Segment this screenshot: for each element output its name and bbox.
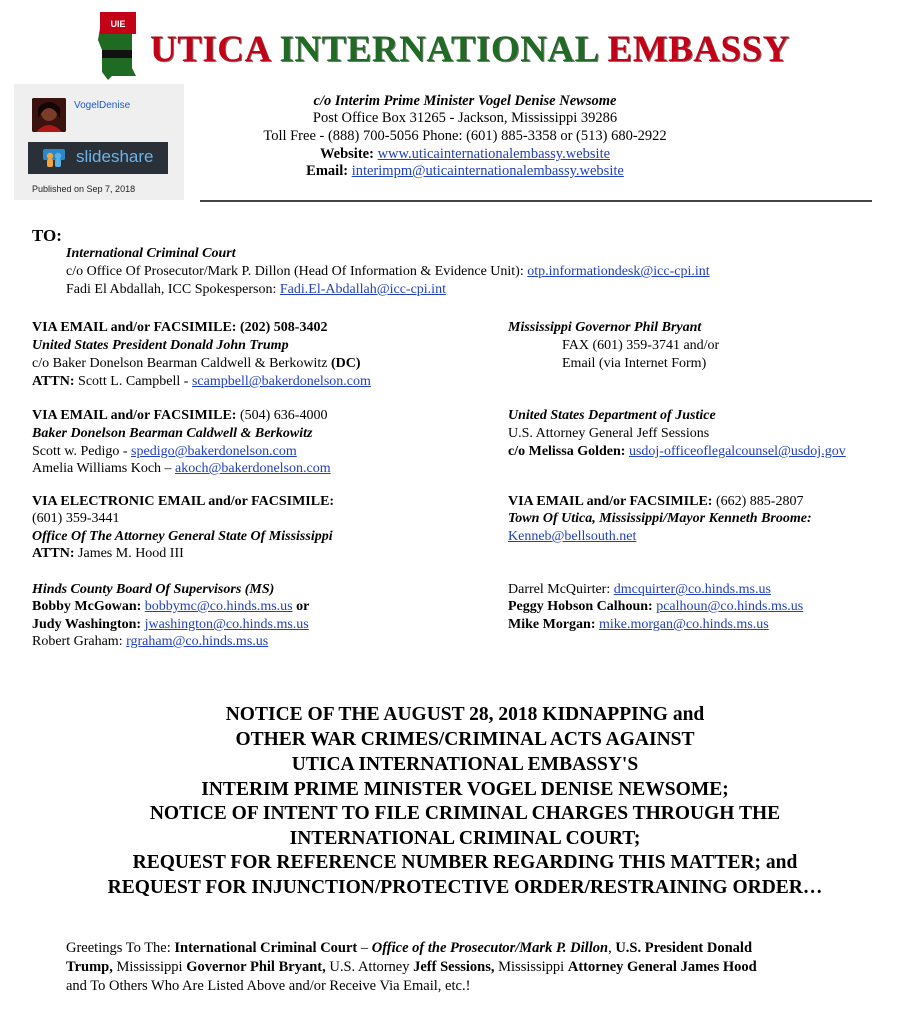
doj-line-2: [508, 444, 846, 460]
notice-title-line-2: OTHER WAR CRIMES/CRIMINAL ACTS AGAINST: [235, 729, 695, 750]
hinds-line-1: [32, 599, 309, 615]
hinds-email-1[interactable]: bobbymc@co.hinds.ms.us: [144, 599, 293, 614]
trump-attn-text: Scott L. Campbell -: [78, 374, 189, 389]
doj-line-1: U.S. Attorney General Jeff Sessions: [508, 426, 710, 441]
doj-email[interactable]: usdoj-officeoflegalcounsel@usdoj.gov: [628, 444, 846, 459]
greeting-intro: Greetings To The:: [66, 940, 175, 956]
hinds2-line-1-text: Darrel McQuirter:: [508, 582, 611, 597]
care-of-line: c/o Interim Prime Minister Vogel Denise Newsome: [313, 93, 617, 109]
utica-email[interactable]: Kenneb@bellsouth.net: [508, 529, 637, 544]
greeting-icc: International Criminal Court: [174, 940, 358, 956]
icc-email-1[interactable]: otp.informationdesk@icc-cpi.int: [527, 264, 710, 279]
hinds-line-2: [32, 617, 309, 633]
icc-line-2-text: Fadi El Abdallah, ICC Spokesperson:: [66, 282, 277, 297]
hinds-line-3: [32, 634, 268, 650]
po-box-line: Post Office Box 31265 - Jackson, Mississippi 39286: [312, 110, 618, 126]
website-line: [200, 146, 730, 163]
slideshare-icon: [42, 148, 66, 168]
ag-number: (601) 359-3441: [32, 511, 120, 526]
hinds2-line-3-text: Mike Morgan:: [508, 617, 596, 632]
hinds2-line-2: [508, 599, 803, 615]
to-heading: TO:: [32, 226, 62, 245]
utica-via-label: VIA EMAIL and/or FACSIMILE:: [508, 494, 713, 509]
org-word-utica: UTICA: [150, 29, 270, 70]
ag-name: Office Of The Attorney General State Of Mississippi: [32, 529, 333, 544]
hinds-line-1-text: Bobby McGowan:: [32, 599, 142, 614]
hinds2-line-3: [508, 617, 769, 633]
baker-name: Baker Donelson Bearman Caldwell & Berkowitz: [32, 426, 313, 441]
greeting-prosecutor: Office of the Prosecutor/Mark P. Dillon: [371, 940, 609, 956]
greeting-line-1: [66, 940, 752, 957]
slideshare-logo[interactable]: [28, 142, 168, 174]
slideshare-username-link[interactable]: VogelDenise: [74, 100, 131, 111]
trump-co: [32, 356, 361, 372]
website-label: Website:: [319, 146, 374, 162]
ag-attn-label: ATTN:: [32, 546, 75, 561]
embassy-logo: [92, 10, 144, 82]
greeting-president: U.S. President Donald: [615, 940, 753, 956]
slideshare-brand: slideshare: [76, 147, 154, 166]
icc-line-1: [66, 264, 710, 280]
hinds-or: or: [296, 599, 310, 614]
greeting-us-attorney: U.S. Attorney: [325, 959, 414, 975]
trump-attn-email[interactable]: scampbell@bakerdonelson.com: [191, 374, 371, 389]
governor-fax: FAX (601) 359-3741 and/or: [562, 338, 720, 353]
greeting-ag: Attorney General James Hood: [567, 959, 757, 975]
icc-line-2: [66, 282, 446, 298]
divider: [200, 200, 872, 202]
org-word-international: INTERNATIONAL: [279, 29, 598, 70]
ag-attn: [32, 546, 184, 562]
hinds2-email-2[interactable]: pcalhoun@co.hinds.ms.us: [656, 599, 804, 614]
greeting-comma: ,: [608, 940, 616, 956]
greeting-line-2: [66, 959, 757, 976]
baker-line-2: [32, 461, 331, 477]
greeting-mississippi-2: Mississippi: [494, 959, 568, 975]
baker-via: [32, 408, 327, 424]
email-link[interactable]: interimpm@uticainternationalembassy.website: [351, 163, 624, 179]
notice-title-line-1: NOTICE OF THE AUGUST 28, 2018 KIDNAPPING and: [225, 704, 705, 725]
baker-email-2[interactable]: akoch@bakerdonelson.com: [175, 461, 331, 476]
utica-via: [508, 494, 803, 510]
greeting-mississippi-1: Mississippi: [112, 959, 187, 975]
website-link[interactable]: www.uticainternationalembassy.website: [377, 146, 611, 162]
logo-badge-text: UIE: [110, 19, 126, 29]
baker-line-1: [32, 444, 297, 460]
organization-name: [150, 28, 790, 71]
hinds2-line-2-text: Peggy Hobson Calhoun:: [508, 599, 653, 614]
greeting-governor: Governor Phil Bryant,: [186, 959, 326, 975]
baker-via-label: VIA EMAIL and/or FACSIMILE:: [32, 408, 237, 423]
hinds2-email-1[interactable]: dmcquirter@co.hinds.ms.us: [613, 582, 771, 597]
hinds-line-3-text: Robert Graham:: [32, 634, 123, 649]
trump-via: VIA EMAIL and/or FACSIMILE: (202) 508-3402: [32, 320, 328, 335]
notice-title-line-6: INTERNATIONAL CRIMINAL COURT;: [289, 828, 641, 849]
hinds-email-2[interactable]: jwashington@co.hinds.ms.us: [144, 617, 309, 632]
published-date: Published on Sep 7, 2018: [32, 184, 136, 194]
greeting-trump: Trump,: [66, 959, 113, 975]
hinds-line-2-text: Judy Washington:: [32, 617, 142, 632]
notice-title-line-8: REQUEST FOR INJUNCTION/PROTECTIVE ORDER/RESTRAINING ORDER…: [107, 877, 823, 898]
hinds-email-3[interactable]: rgraham@co.hinds.ms.us: [126, 634, 269, 649]
trump-name: United States President Donald John Trump: [32, 338, 289, 353]
hinds2-email-3[interactable]: mike.morgan@co.hinds.ms.us: [598, 617, 769, 632]
email-line: [200, 163, 730, 180]
baker-line-1-text: Scott w. Pedigo -: [32, 444, 128, 459]
slideshare-widget: [14, 84, 184, 200]
notice-title-line-4: INTERIM PRIME MINISTER VOGEL DENISE NEWSOME;: [201, 779, 729, 800]
icc-line-1-text: c/o Office Of Prosecutor/Mark P. Dillon (Head Of Information & Evidence Unit):: [66, 264, 524, 279]
phone-line: Toll Free - (888) 700-5056 Phone: (601) 885-3358 or (513) 680-2922: [263, 128, 667, 144]
utica-email-line: [508, 529, 636, 545]
hinds2-line-1: [508, 582, 771, 598]
notice-title-line-7: REQUEST FOR REFERENCE NUMBER REGARDING THIS MATTER; and: [132, 852, 798, 873]
notice-title-line-5: NOTICE OF INTENT TO FILE CRIMINAL CHARGES THROUGH THE: [149, 803, 781, 824]
baker-email-1[interactable]: spedigo@bakerdonelson.com: [131, 444, 297, 459]
baker-line-2-text: Amelia Williams Koch –: [32, 461, 172, 476]
baker-via-number: (504) 636-4000: [239, 408, 328, 423]
trump-co-text: c/o Baker Donelson Bearman Caldwell & Berkowitz: [32, 356, 328, 371]
doj-line-2-text: c/o Melissa Golden:: [508, 444, 626, 459]
trump-co-dc: (DC): [330, 356, 361, 371]
hinds-name: Hinds County Board Of Supervisors (MS): [32, 582, 275, 597]
email-label: Email:: [306, 163, 349, 179]
icc-name: International Criminal Court: [66, 246, 236, 261]
utica-via-number: (662) 885-2807: [715, 494, 804, 509]
ag-attn-text: James M. Hood III: [78, 546, 184, 561]
doj-name: United States Department of Justice: [508, 408, 716, 423]
utica-name: Town Of Utica, Mississippi/Mayor Kenneth Broome:: [508, 511, 812, 526]
governor-form: Email (via Internet Form): [562, 356, 707, 371]
icc-email-2[interactable]: Fadi.El-Abdallah@icc-cpi.int: [279, 282, 446, 297]
org-word-embassy: EMBASSY: [607, 29, 790, 70]
greeting-dash: –: [357, 940, 372, 956]
trump-attn: [32, 374, 371, 390]
trump-attn-label: ATTN:: [32, 374, 75, 389]
ag-via: VIA ELECTRONIC EMAIL and/or FACSIMILE:: [32, 494, 335, 509]
governor-name: Mississippi Governor Phil Bryant: [508, 320, 702, 335]
greeting-line-3: and To Others Who Are Listed Above and/or Receive Via Email, etc.!: [66, 978, 471, 994]
greeting-sessions: Jeff Sessions,: [413, 959, 495, 975]
notice-title-line-3: UTICA INTERNATIONAL EMBASSY'S: [291, 754, 639, 775]
avatar[interactable]: [32, 98, 66, 132]
